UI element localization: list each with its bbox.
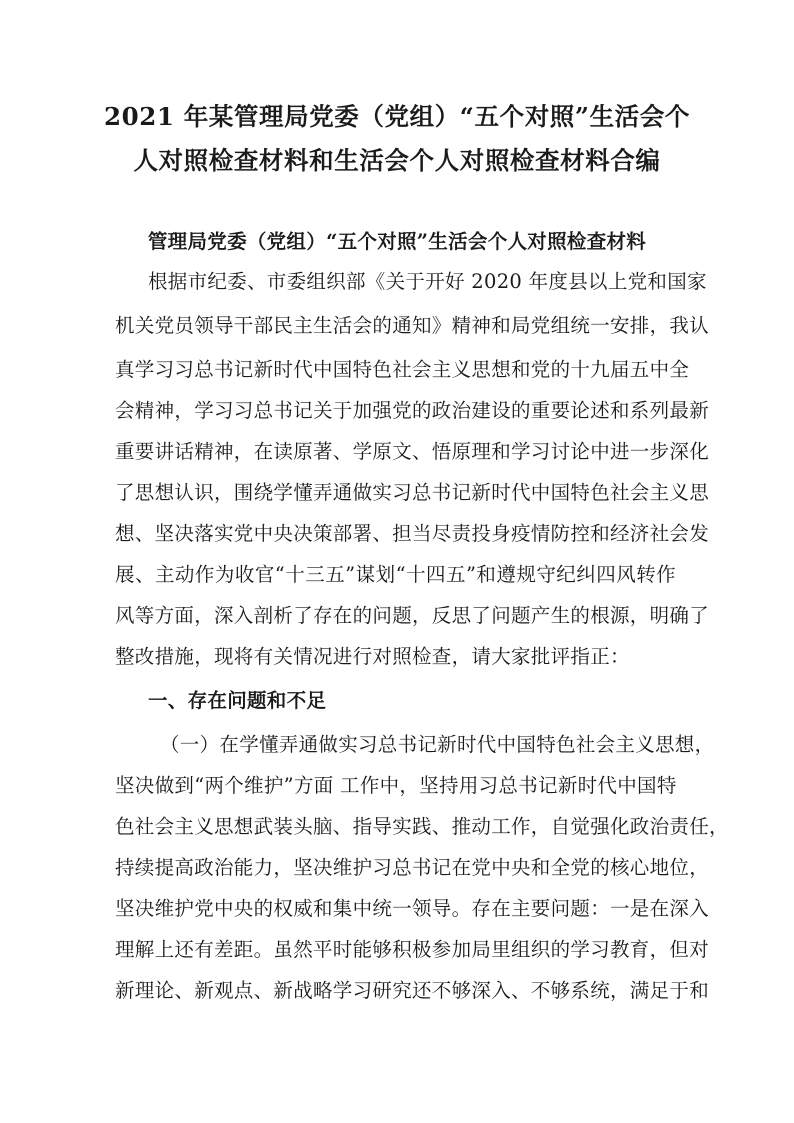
paragraph-line: 机关党员领导干部民主生活会的通知》精神和局党组统一安排，我认 xyxy=(115,314,710,337)
paragraph-line: 展、主动作为收官“十三五”谋划“十四五”和遵规守纪纠四风转作 xyxy=(115,563,676,586)
paragraph-line: 想、坚决落实党中央决策部署、担当尽责投身疫情防控和经济社会发 xyxy=(115,522,710,545)
paragraph-line: 了思想认识，围绕学懂弄通做实习总书记新时代中国特色社会主义思 xyxy=(115,481,710,504)
paragraph-line: 持续提高政治能力，坚决维护习总书记在党中央和全党的核心地位， xyxy=(115,856,710,879)
paragraph-line: 根据市纪委、市委组织部《关于开好 2020 年度县以上党和国家 xyxy=(148,270,707,293)
paragraph-line: 坚决维护党中央的权威和集中统一领导。存在主要问题：一是在深入 xyxy=(115,897,710,920)
document-title-line-1: 2021 年某管理局党委（党组）“五个对照”生活会个 xyxy=(103,102,690,131)
paragraph-line: 理解上还有差距。虽然平时能够积极参加局里组织的学习教育，但对 xyxy=(115,938,710,961)
paragraph-line: 色社会主义思想武装头脑、指导实践、推动工作，自觉强化政治责任， xyxy=(115,815,729,838)
paragraph-line: （一）在学懂弄通做实习总书记新时代中国特色社会主义思想， xyxy=(160,733,715,756)
paragraph-line: 新理论、新观点、新战略学习研究还不够深入、不够系统，满足于和 xyxy=(115,979,710,1002)
paragraph-line: 重要讲话精神，在读原著、学原文、悟原理和学习讨论中进一步深化 xyxy=(115,440,710,463)
paragraph-line: 真学习习总书记新时代中国特色社会主义思想和党的十九届五中全 xyxy=(115,358,690,381)
section-heading: 一、存在问题和不足 xyxy=(148,689,327,712)
paragraph-line: 风等方面，深入剖析了存在的问题，反思了问题产生的根源，明确了 xyxy=(115,604,710,627)
document-subtitle: 管理局党委（党组）“五个对照”生活会个人对照检查材料 xyxy=(147,230,647,253)
paragraph-line: 整改措施，现将有关情况进行对照检查，请大家批评指正： xyxy=(115,645,630,668)
paragraph-line: 会精神，学习习总书记关于加强党的政治建设的重要论述和系列最新 xyxy=(115,399,710,422)
paragraph-line: 坚决做到“两个维护”方面 工作中，坚持用习总书记新时代中国特 xyxy=(115,774,677,797)
document-title-line-2: 人对照检查材料和生活会个人对照检查材料合编 xyxy=(133,146,661,175)
